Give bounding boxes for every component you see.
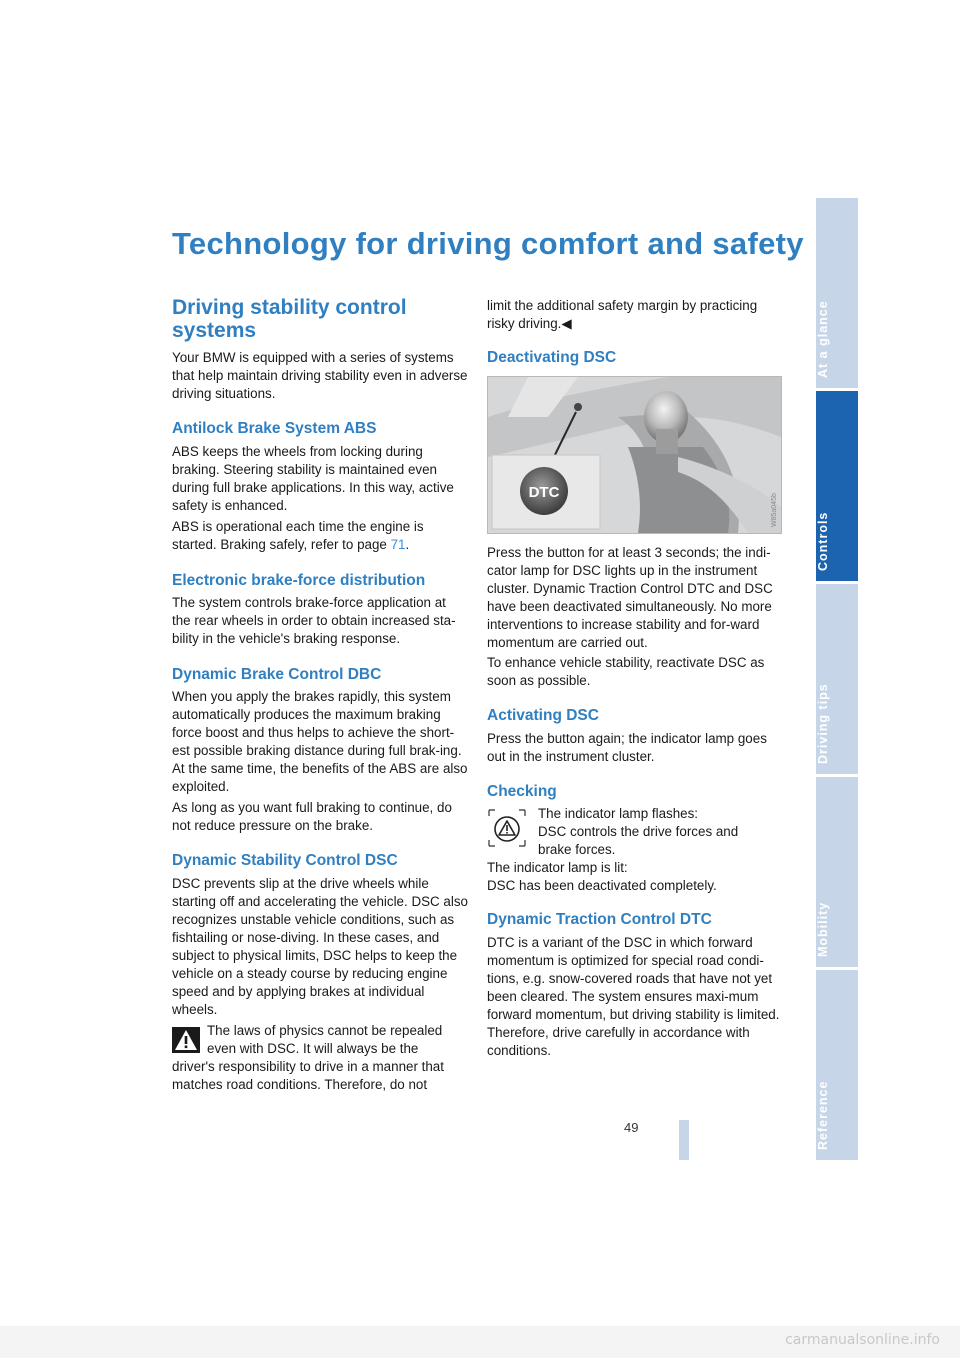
paragraph-abs-1: ABS keeps the wheels from locking during braking. Steering stability is maintained even during full brake applications. In this way, active safety is enhanced. [172,444,454,513]
page-reference-link[interactable]: 71 [390,537,406,552]
heading-deactivating-dsc: Deactivating DSC [487,349,617,366]
tab-controls[interactable] [816,391,858,581]
heading-ebd: Electronic brake-force distribution [172,572,426,589]
checking-line-3: brake forces. [538,842,616,857]
paragraph-dsc: DSC prevents slip at the drive wheels while starting off and accelerating the vehicle. DSC also recognizes unstable vehicle conditions, such as fishtailing or nose-diving. In these cases, and subject to physical limits, DSC helps to keep the vehicle on a steady course by reducing engine speed and by applying brakes at individual wheels. [172,876,468,1017]
tab-label: Driving tips [816,683,830,764]
heading-driving-stability: Driving stability control systems [172,296,407,342]
dtc-button-label: DTC [528,484,560,501]
checking-line-5: DSC has been deactivated completely. [487,878,717,893]
paragraph-dtc: DTC is a variant of the DSC in which forward momentum is optimized for special road condi-tions, e.g. snow-covered roads that have not yet been cleared. The system ensures maxi-mum forward momentum, but driving stability is limited. Therefore, drive carefully in accordance with conditions. [487,935,780,1058]
paragraph-dbc-1: When you apply the brakes rapidly, this system automatically produces the maximum braking force boost and thus helps to achieve the short-est possible braking distance during full brak-ing. At the same time, the benefits of the ABS are also exploited. [172,689,468,794]
tab-label: Reference [816,1080,830,1150]
console-illustration [488,377,781,533]
paragraph-deactivating-1: Press the button for at least 3 seconds; the indi-cator lamp for DSC lights up in the instrument cluster. Dynamic Traction Control DTC and DSC have been deactivated simultaneously. No more interventions to increase stability and for-ward momentum are carried out. [487,545,773,650]
heading-abs: Antilock Brake System ABS [172,420,377,437]
tab-at-a-glance[interactable] [816,198,858,388]
watermark-bar [0,1326,960,1358]
tab-label: Controls [816,511,830,571]
dtc-button-photo [487,376,782,534]
paragraph-activating: Press the button again; the indicator lamp goes out in the instrument cluster. [487,731,767,764]
paragraph-ebd: The system controls brake-force application at the rear wheels in order to obtain increased sta-bility in the vehicle's braking response. [172,595,456,646]
paragraph-continued [487,297,783,333]
end-mark-icon: ◀ [561,316,572,331]
heading-checking: Checking [487,783,557,800]
checking-line-1: The indicator lamp flashes: [538,806,699,821]
paragraph-abs-2-end: . [405,537,410,552]
paragraph-dbc-2: As long as you want full braking to continue, do not reduce pressure on the brake. [172,800,452,833]
paragraph-continued-text: limit the additional safety margin by practicing risky driving. [487,298,758,331]
checking-line-2: DSC controls the drive forces and [538,824,739,839]
dsc-indicator-icon [487,808,527,848]
warning-triangle-icon [172,1027,200,1053]
watermark-text[interactable]: carmanualsonline.info [785,1332,940,1348]
warning-rest: driver's responsibility to drive in a manner that matches road conditions. Therefore, do not [172,1059,444,1092]
paragraph-abs-2-text: ABS is operational each time the engine is started. Braking safely, refer to page [172,519,424,552]
checking-line-4: The indicator lamp is lit: [487,860,628,875]
tab-driving-tips[interactable] [816,584,858,774]
heading-dsc: Dynamic Stability Control DSC [172,852,398,869]
warning-line-2: even with DSC. It will always be the [207,1041,419,1056]
page-number-bar [679,1120,689,1160]
warning-line-1: The laws of physics cannot be repealed [207,1023,443,1038]
image-code: W85a045b [771,493,778,527]
paragraph-deactivating-2: To enhance vehicle stability, reactivate DSC as soon as possible. [487,655,765,688]
paragraph-intro: Your BMW is equipped with a series of systems that help maintain driving stability even in adverse driving situations. [172,350,468,401]
paragraph-abs-2 [172,518,468,554]
tab-mobility[interactable] [816,777,858,967]
heading-dtc: Dynamic Traction Control DTC [487,911,712,928]
tab-label: At a glance [816,300,830,378]
page-title: Technology for driving comfort and safety [172,226,804,261]
page-number: 49 [624,1120,639,1135]
heading-dbc: Dynamic Brake Control DBC [172,666,382,683]
heading-activating-dsc: Activating DSC [487,707,599,724]
tab-label: Mobility [816,901,830,957]
tab-reference[interactable] [816,970,858,1160]
